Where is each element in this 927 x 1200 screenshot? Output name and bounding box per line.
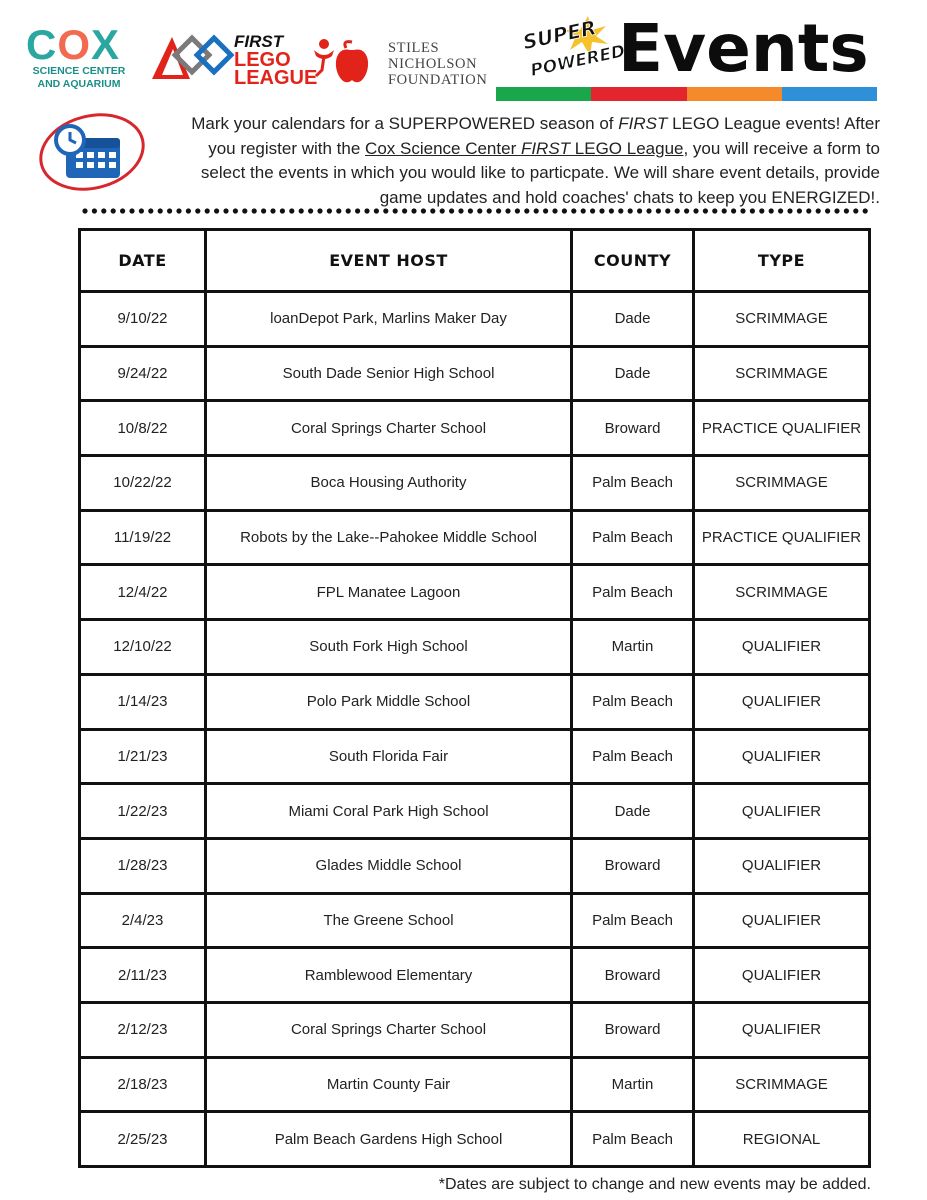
date-cell: 12/4/22 <box>80 565 206 620</box>
event-host-cell: South Florida Fair <box>206 729 572 784</box>
table-row <box>80 1002 870 1057</box>
apple-figure-icon <box>312 36 378 88</box>
date-cell: 9/24/22 <box>80 346 206 401</box>
type-cell: SCRIMMAGE <box>694 565 870 620</box>
stiles-nicholson-foundation-logo <box>312 36 494 92</box>
fll-league-text: LEAGUE <box>234 67 318 89</box>
color-stripe-bar <box>496 87 877 101</box>
fll-first-text: FIRST <box>234 32 284 51</box>
event-host-cell: The Greene School <box>206 893 572 948</box>
superpowered-line-1: SUPER <box>520 15 599 55</box>
date-cell: 2/11/23 <box>80 948 206 1003</box>
table-row <box>80 729 870 784</box>
stiles-line-2: NICHOLSON <box>388 56 478 72</box>
cox-fll-registration-link[interactable]: Cox Science Center FIRST LEGO League <box>365 138 684 158</box>
fll-emblem-icon <box>150 33 234 83</box>
table-header-row <box>80 230 870 292</box>
type-cell: SCRIMMAGE <box>694 1057 870 1112</box>
cox-wordmark: COX <box>26 21 121 68</box>
date-cell: 2/4/23 <box>80 893 206 948</box>
dotted-divider <box>82 204 876 218</box>
table-row <box>80 346 870 401</box>
event-host-cell: Palm Beach Gardens High School <box>206 1112 572 1167</box>
date-cell: 9/10/22 <box>80 292 206 347</box>
county-cell: Palm Beach <box>572 674 694 729</box>
event-host-cell: Miami Coral Park High School <box>206 784 572 839</box>
color-stripe-green <box>496 87 591 101</box>
date-cell: 2/12/23 <box>80 1002 206 1057</box>
date-cell: 1/21/23 <box>80 729 206 784</box>
column-header-type: TYPE <box>694 230 870 292</box>
color-stripe-red <box>591 87 686 101</box>
table-row <box>80 1057 870 1112</box>
calendar-clock-icon <box>36 110 148 194</box>
intro-paragraph: Mark your calendars for a SUPERPOWERED season of FIRST LEGO League events! After you register with the Cox Science Center FIRST LEGO League, you will receive a form to select the events in which you would like to particpate. We will share event details, provide game updates and hold coaches' chats to keep you ENERGIZED!. <box>191 114 880 207</box>
type-cell: REGIONAL <box>694 1112 870 1167</box>
date-cell: 2/18/23 <box>80 1057 206 1112</box>
page-title: Events <box>618 10 869 87</box>
county-cell: Dade <box>572 784 694 839</box>
type-cell: QUALIFIER <box>694 674 870 729</box>
type-cell: QUALIFIER <box>694 948 870 1003</box>
stiles-line-3: FOUNDATION <box>388 72 488 88</box>
type-cell: QUALIFIER <box>694 1002 870 1057</box>
type-cell: PRACTICE QUALIFIER <box>694 401 870 456</box>
table-row <box>80 401 870 456</box>
type-cell: SCRIMMAGE <box>694 346 870 401</box>
county-cell: Martin <box>572 620 694 675</box>
county-cell: Dade <box>572 346 694 401</box>
table-row <box>80 784 870 839</box>
table-row <box>80 893 870 948</box>
table-row <box>80 674 870 729</box>
footnote: *Dates are subject to change and new events may be added. <box>438 1176 871 1193</box>
type-cell: QUALIFIER <box>694 838 870 893</box>
county-cell: Palm Beach <box>572 456 694 511</box>
table-row <box>80 838 870 893</box>
type-cell: QUALIFIER <box>694 784 870 839</box>
county-cell: Broward <box>572 401 694 456</box>
type-cell: SCRIMMAGE <box>694 456 870 511</box>
date-cell: 1/22/23 <box>80 784 206 839</box>
column-header-event-host: EVENT HOST <box>206 230 572 292</box>
events-table <box>78 228 871 1168</box>
table-row <box>80 565 870 620</box>
table-row <box>80 510 870 565</box>
date-cell: 2/25/23 <box>80 1112 206 1167</box>
date-cell: 11/19/22 <box>80 510 206 565</box>
date-cell: 10/22/22 <box>80 456 206 511</box>
color-stripe-orange <box>687 87 782 101</box>
county-cell: Palm Beach <box>572 729 694 784</box>
county-cell: Broward <box>572 948 694 1003</box>
column-header-county: COUNTY <box>572 230 694 292</box>
county-cell: Palm Beach <box>572 510 694 565</box>
event-host-cell: Coral Springs Charter School <box>206 401 572 456</box>
date-cell: 10/8/22 <box>80 401 206 456</box>
event-host-cell: Martin County Fair <box>206 1057 572 1112</box>
event-host-cell: Coral Springs Charter School <box>206 1002 572 1057</box>
county-cell: Dade <box>572 292 694 347</box>
county-cell: Palm Beach <box>572 565 694 620</box>
county-cell: Martin <box>572 1057 694 1112</box>
county-cell: Palm Beach <box>572 893 694 948</box>
first-lego-league-logo <box>150 32 318 89</box>
color-stripe-blue <box>782 87 877 101</box>
type-cell: PRACTICE QUALIFIER <box>694 510 870 565</box>
type-cell: QUALIFIER <box>694 893 870 948</box>
stiles-line-1: STILES <box>388 40 440 56</box>
table-row <box>80 292 870 347</box>
event-host-cell: Polo Park Middle School <box>206 674 572 729</box>
cox-science-center-logo <box>26 21 136 91</box>
county-cell: Broward <box>572 1002 694 1057</box>
superpowered-line-2: POWERED <box>528 41 627 81</box>
date-cell: 1/14/23 <box>80 674 206 729</box>
cox-sub-line-1: SCIENCE CENTER <box>32 65 126 77</box>
superpowered-logo <box>520 14 627 81</box>
event-host-cell: South Fork High School <box>206 620 572 675</box>
type-cell: SCRIMMAGE <box>694 292 870 347</box>
type-cell: QUALIFIER <box>694 620 870 675</box>
county-cell: Broward <box>572 838 694 893</box>
table-row <box>80 948 870 1003</box>
type-cell: QUALIFIER <box>694 729 870 784</box>
table-row <box>80 620 870 675</box>
cox-sub-line-2: AND AQUARIUM <box>37 78 121 90</box>
event-host-cell: Robots by the Lake--Pahokee Middle School <box>206 510 572 565</box>
event-host-cell: loanDepot Park, Marlins Maker Day <box>206 292 572 347</box>
county-cell: Palm Beach <box>572 1112 694 1167</box>
date-cell: 1/28/23 <box>80 838 206 893</box>
event-host-cell: FPL Manatee Lagoon <box>206 565 572 620</box>
table-row <box>80 1112 870 1167</box>
event-host-cell: Boca Housing Authority <box>206 456 572 511</box>
table-row <box>80 456 870 511</box>
fll-lego-text: LEGO <box>234 49 291 71</box>
event-host-cell: Glades Middle School <box>206 838 572 893</box>
date-cell: 12/10/22 <box>80 620 206 675</box>
column-header-date: DATE <box>80 230 206 292</box>
event-host-cell: South Dade Senior High School <box>206 346 572 401</box>
event-host-cell: Ramblewood Elementary <box>206 948 572 1003</box>
